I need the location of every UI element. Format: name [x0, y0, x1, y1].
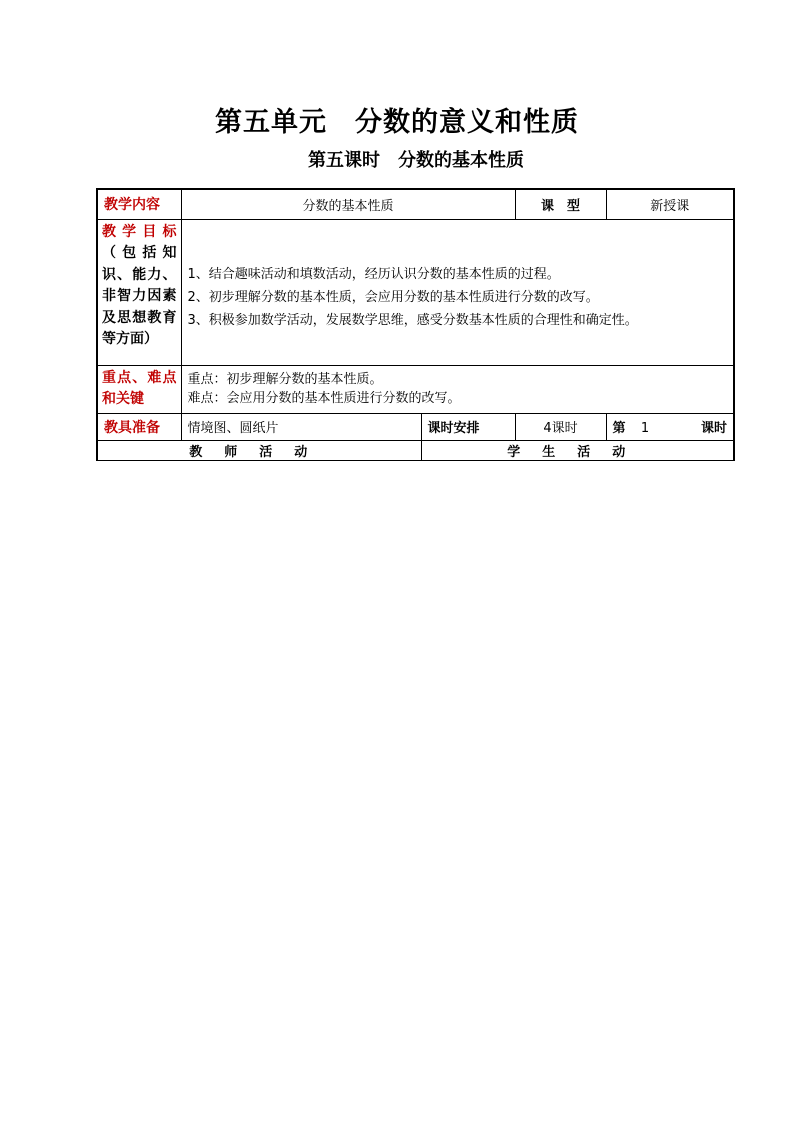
key-point: 重点：初步理解分数的基本性质。	[187, 372, 383, 387]
type-label: 课 型	[515, 189, 606, 219]
page-subtitle: 第五课时 分数的基本性质	[308, 150, 524, 171]
goals-cell	[181, 219, 734, 365]
keys-cell	[181, 365, 734, 413]
lesson-plan-table	[96, 188, 735, 461]
content-label: 教学内容	[97, 189, 181, 219]
goal-item: 2、初步理解分数的基本性质，会应用分数的基本性质进行分数的改写。	[187, 289, 599, 305]
lesson-number-cell	[606, 413, 734, 440]
keys-label-cell	[97, 365, 181, 413]
page-title: 第五单元 分数的意义和性质	[215, 107, 579, 138]
tools-value: 情境图、圆纸片	[181, 413, 421, 440]
keys-row	[97, 365, 734, 413]
schedule-value: 4课时	[515, 413, 606, 440]
schedule-label: 课时安排	[421, 413, 515, 440]
type-value: 新授课	[606, 189, 734, 219]
goals-label-head: 教学目标	[102, 223, 177, 240]
goals-label-detail: （包括知识、能力、非智力因素及思想教育等方面）	[102, 245, 177, 347]
activity-header-row	[97, 440, 734, 460]
tools-label: 教具准备	[97, 413, 181, 440]
lesson-label-post: 课时	[701, 421, 728, 436]
teacher-activity-header: 教师活动	[97, 440, 421, 460]
difficult-point: 难点：会应用分数的基本性质进行分数的改写。	[187, 391, 461, 406]
content-row	[97, 189, 734, 219]
goal-item: 1、结合趣味活动和填数活动，经历认识分数的基本性质的过程。	[187, 266, 560, 282]
goals-row	[97, 219, 734, 365]
keys-label: 重点、难点和关键	[102, 369, 177, 407]
content-value: 分数的基本性质	[181, 189, 515, 219]
student-activity-header: 学生活动	[421, 440, 734, 460]
goals-label	[102, 224, 177, 348]
lesson-label-pre: 第	[612, 421, 626, 436]
goal-item: 3、积极参加数学活动，发展数学思维，感受分数基本性质的合理性和确定性。	[187, 312, 638, 328]
tools-row	[97, 413, 734, 440]
lesson-number: 1	[640, 421, 650, 436]
goals-label-cell	[97, 219, 181, 365]
